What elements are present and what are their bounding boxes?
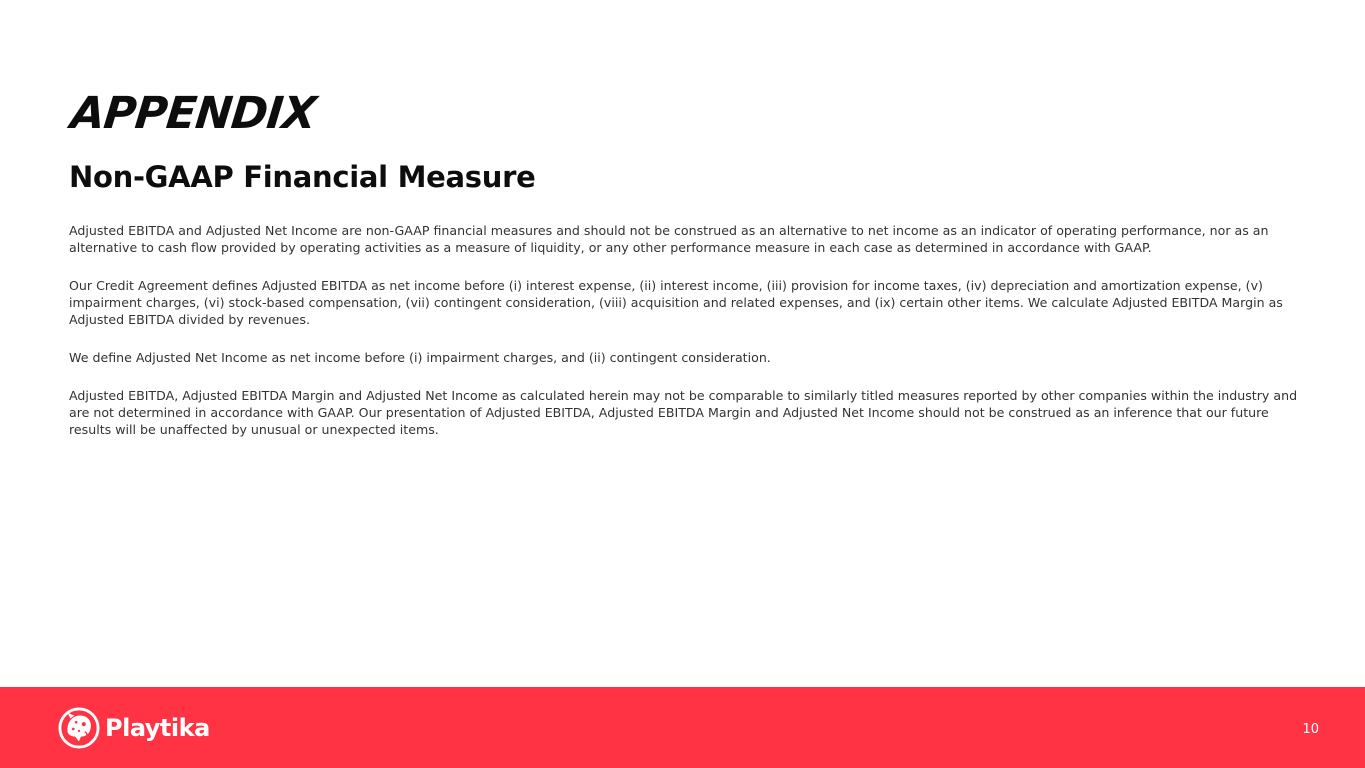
footer-bar bbox=[0, 687, 1365, 768]
slide-body bbox=[69, 222, 1301, 459]
page-number: 10 bbox=[1302, 722, 1319, 737]
brand-logo bbox=[58, 706, 210, 750]
paragraph-non-gaap-definition: Adjusted EBITDA and Adjusted Net Income are non-GAAP financial measures and should not be construed as an alternative to net income as an indicator of operating performance, nor as an alternative to cash flow provided by operating activities as a measure of liquidity, or any other performance measure in each case as determined in accordance with GAAP. bbox=[69, 223, 1269, 255]
paragraph-adjusted-net-income-definition: We define Adjusted Net Income as net income before (i) impairment charges, and (ii) contingent consideration. bbox=[69, 350, 771, 365]
brand-name: Playtika bbox=[105, 714, 210, 742]
slide-subtitle: Non-GAAP Financial Measure bbox=[69, 160, 536, 194]
paragraph-comparability-disclaimer: Adjusted EBITDA, Adjusted EBITDA Margin and Adjusted Net Income as calculated herein may not be comparable to similarly titled measures reported by other companies within the industry and are not determined in accordance with GAAP. Our presentation of Adjusted EBITDA, Adjusted EBITDA Margin and Adjusted Net Income should not be construed as an inference that our future results will be unaffected by unusual or unexpected items. bbox=[69, 388, 1298, 437]
paragraph-adjusted-ebitda-definition: Our Credit Agreement defines Adjusted EBITDA as net income before (i) interest expense, (ii) interest income, (iii) provision for income taxes, (iv) depreciation and amortization expense, (v) impairment charges, (vi) stock-based compensation, (vii) contingent consideration, (viii) acquisition and related expenses, and (ix) certain other items. We calculate Adjusted EBITDA Margin as Adjusted EBITDA divided by revenues. bbox=[69, 278, 1283, 327]
leopard-head-icon bbox=[58, 707, 100, 749]
slide-title: APPENDIX bbox=[68, 88, 318, 139]
